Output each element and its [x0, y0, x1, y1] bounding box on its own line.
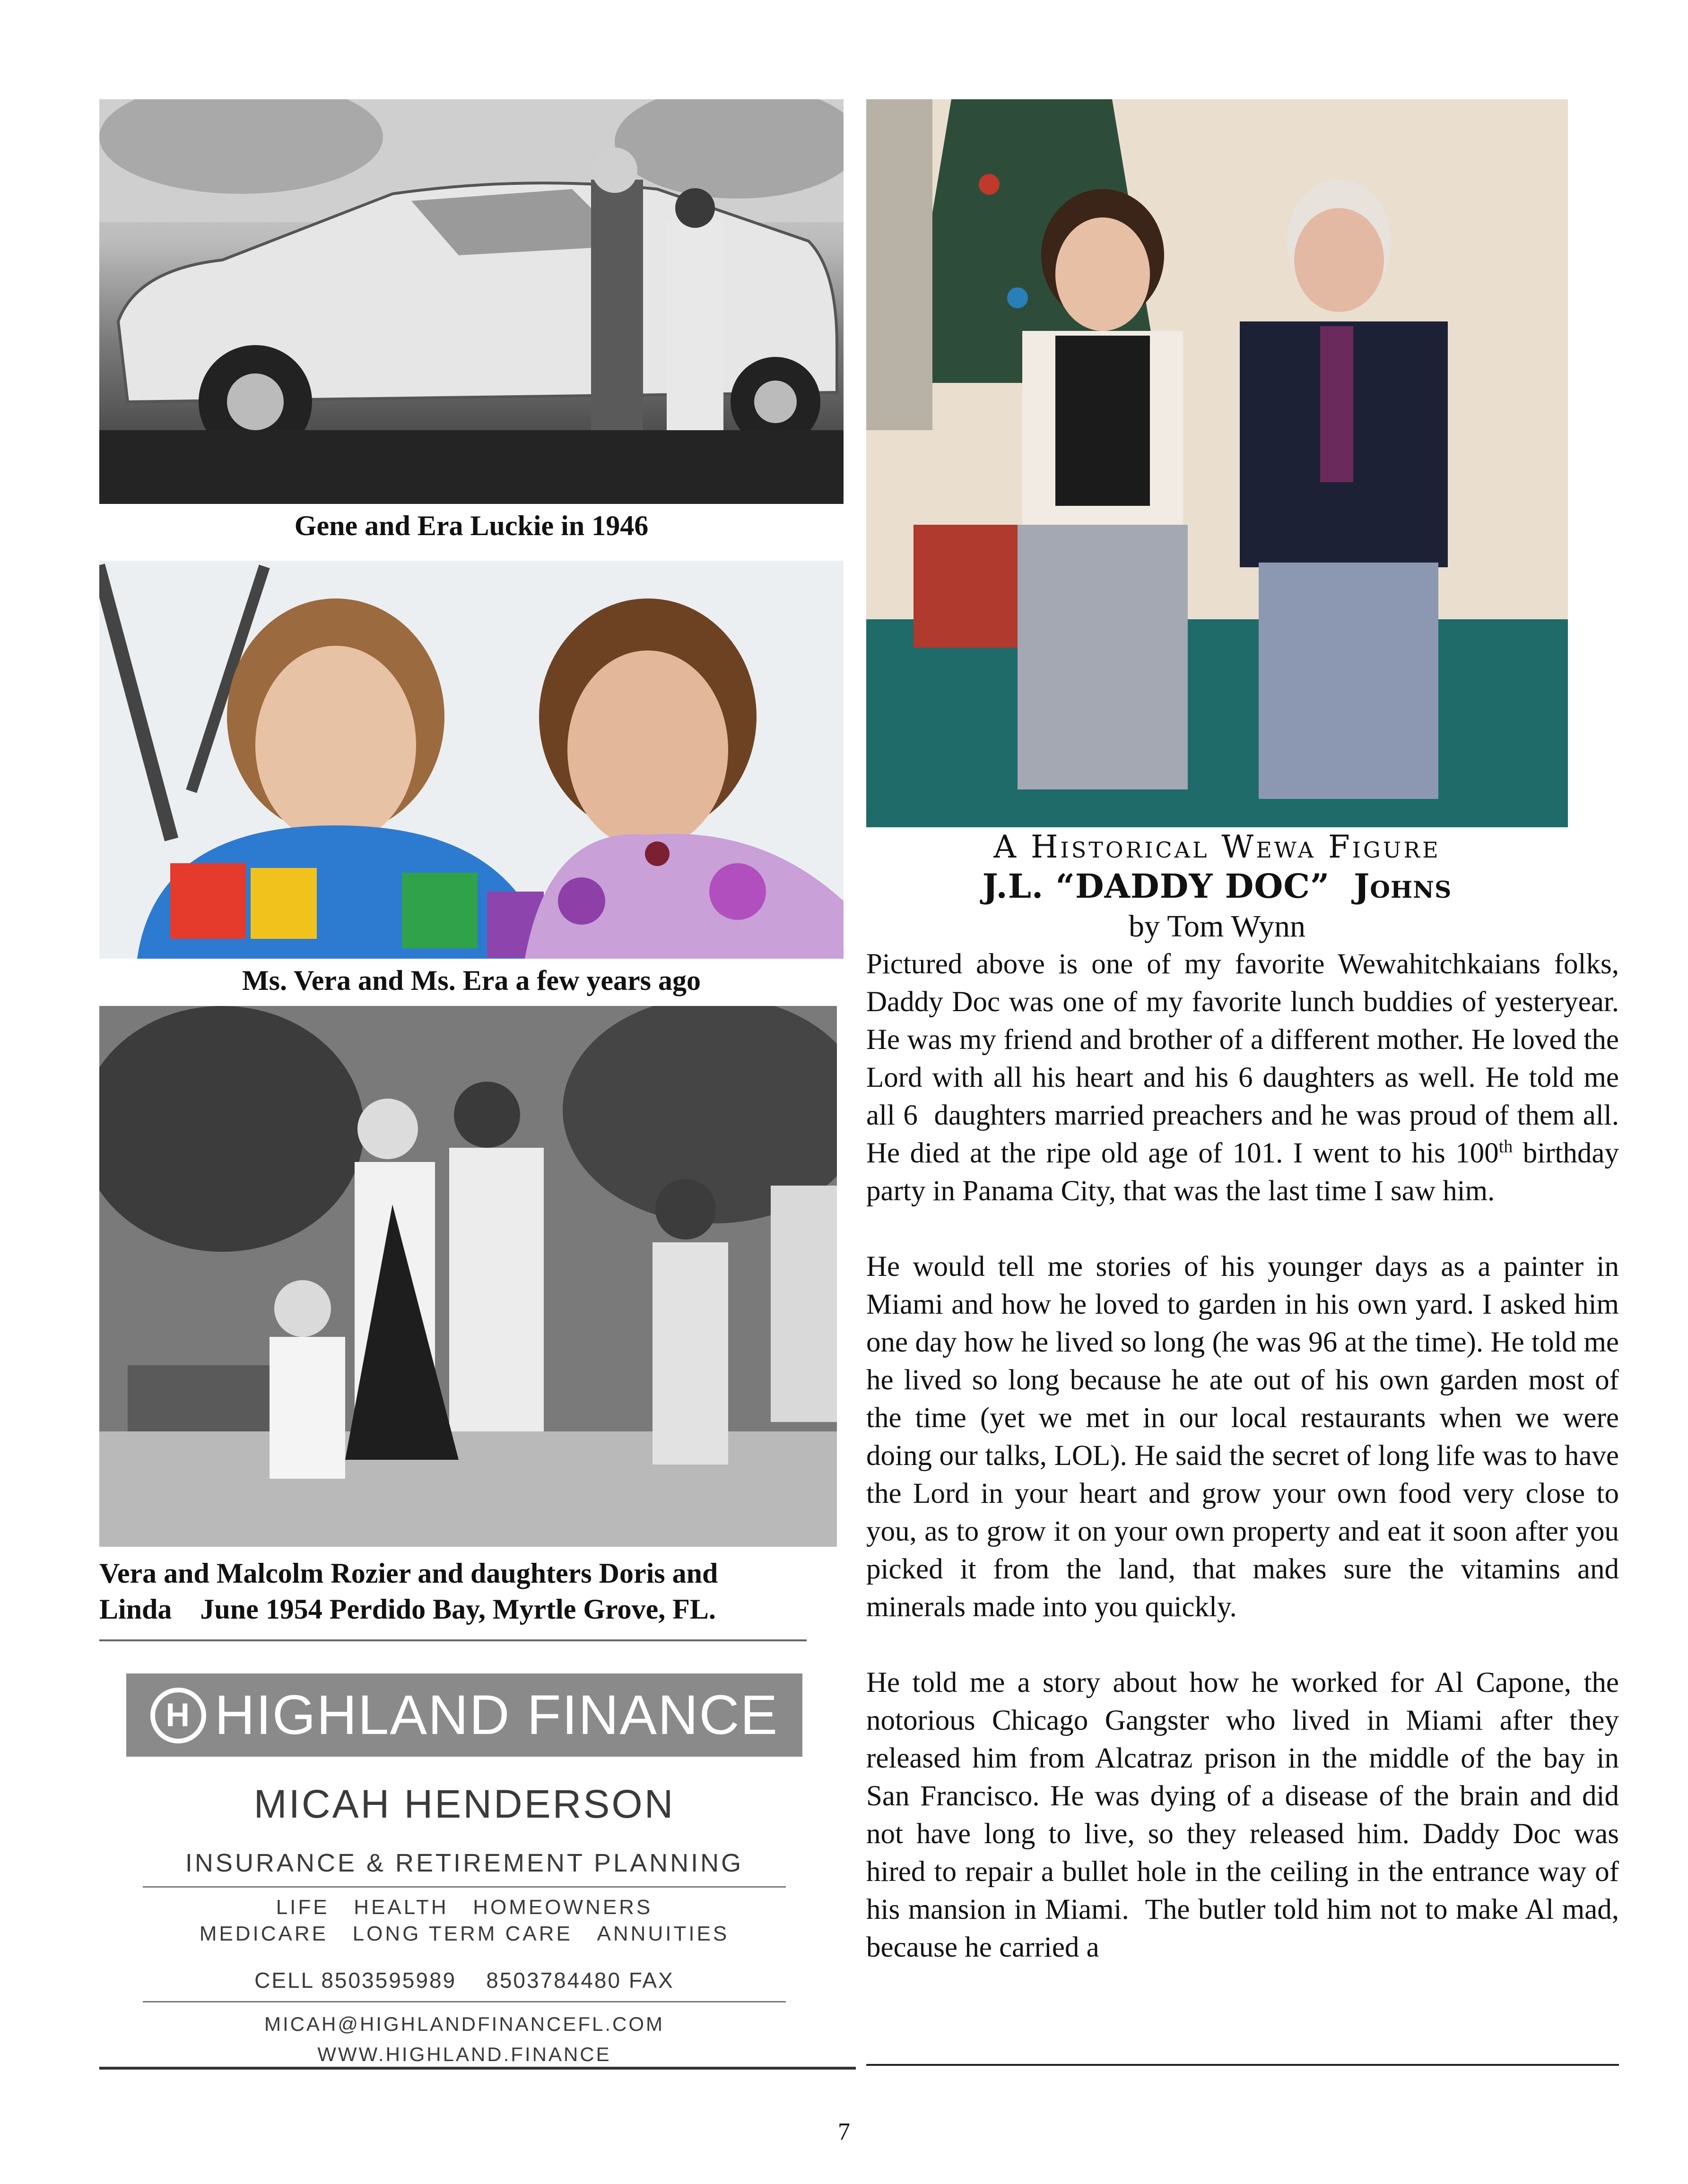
two-women-illustration — [99, 561, 844, 959]
article-kicker: A Historical Wewa Figure — [993, 829, 1441, 865]
article-bottom-rule — [866, 2064, 1619, 2066]
highland-finance-ad — [124, 1673, 805, 2065]
caption-rozier-line2: Linda June 1954 Perdido Bay, Myrtle Grove, FL. — [99, 1594, 716, 1625]
ad-divider-2 — [143, 2001, 786, 2002]
ad-website: WWW.HIGHLAND.FINANCE — [317, 2043, 611, 2065]
article-paragraph-1: Pictured above is one of my favorite Wewahitchkaians folks, Daddy Doc was one of my favorite lunch buddies of yesteryear. He was my friend and brother of a different mother. He loved the Lord with all his heart and his 6 daughters as well. He told me all 6 daughters married preachers and he was proud of them all. He died at the ripe old age of 101. I went to his 100th birthday party in Panama City, that was the last time I saw him. — [866, 948, 1619, 1207]
ad-tagline: INSURANCE & RETIREMENT PLANNING — [185, 1849, 744, 1877]
headline-surname: Johns — [1354, 867, 1452, 906]
photo-vera-era-recent — [99, 561, 844, 959]
photo-rozier-family-1954 — [99, 1006, 837, 1547]
headline-main: J.L. “DADDY DOC” — [982, 867, 1354, 906]
divider-below-ad — [99, 2067, 856, 2070]
ad-banner — [126, 1673, 802, 1757]
ad-divider-1 — [143, 1886, 786, 1888]
ad-phones: CELL 8503595989 8503784480 FAX — [254, 1968, 674, 1993]
article-body — [866, 945, 1619, 1967]
page-number: 7 — [838, 2118, 850, 2145]
highland-logo-icon: H — [150, 1688, 206, 1743]
article-paragraph-2: He would tell me stories of his younger days as a painter in Miami and how he loved to garden in his own yard. I asked him one day how he lived so long (he was 96 at the time). He told me he lived so long because he ate out of his own garden most of the time (yet we met in our local restaurants when we were doing our talks, LOL). He said the secret of long life was to have the Lord in your heart and grow your own food very close to you, as to grow it on your own property and eat it soon after you picked it from the land, that makes sure the vitamins and minerals made into you quickly. — [866, 1251, 1619, 1623]
christmas-portrait-illustration — [866, 99, 1568, 827]
ad-brand: HIGHLAND FINANCE — [214, 1684, 779, 1746]
article-headline — [866, 865, 1568, 908]
ad-email: MICAH@HIGHLANDFINANCEFL.COM — [264, 2013, 664, 2035]
caption-vera-era: Ms. Vera and Ms. Era a few years ago — [242, 965, 701, 996]
article-byline: by Tom Wynn — [1129, 909, 1305, 944]
caption-gene-era: Gene and Era Luckie in 1946 — [294, 510, 649, 541]
caption-rozier-line1: Vera and Malcolm Rozier and daughters Doris and — [99, 1558, 718, 1589]
photo-gene-era-luckie-1946 — [99, 99, 844, 504]
ad-agent-name: MICAH HENDERSON — [253, 1782, 675, 1826]
car-scene-illustration — [99, 99, 844, 504]
article-paragraph-3: He told me a story about how he worked for Al Capone, the notorious Chicago Gangster who lived in Miami after they released him from Alcatraz prison in the middle of the bay in San Francisco. He was dying of a disease of the brain and did not have long to live, so they released him. Daddy Doc was hired to repair a bullet hole in the ceiling in the entrance way of his mansion in Miami. The butler told him not to make Al mad, because he carried a — [866, 1667, 1619, 1963]
photo-daddy-doc-christmas — [866, 99, 1568, 827]
ad-services-line2: MEDICARE LONG TERM CARE ANNUITIES — [199, 1922, 730, 1945]
ad-services-line1: LIFE HEALTH HOMEOWNERS — [276, 1896, 653, 1919]
family-illustration — [99, 1006, 837, 1547]
divider-above-ad — [99, 1639, 807, 1641]
